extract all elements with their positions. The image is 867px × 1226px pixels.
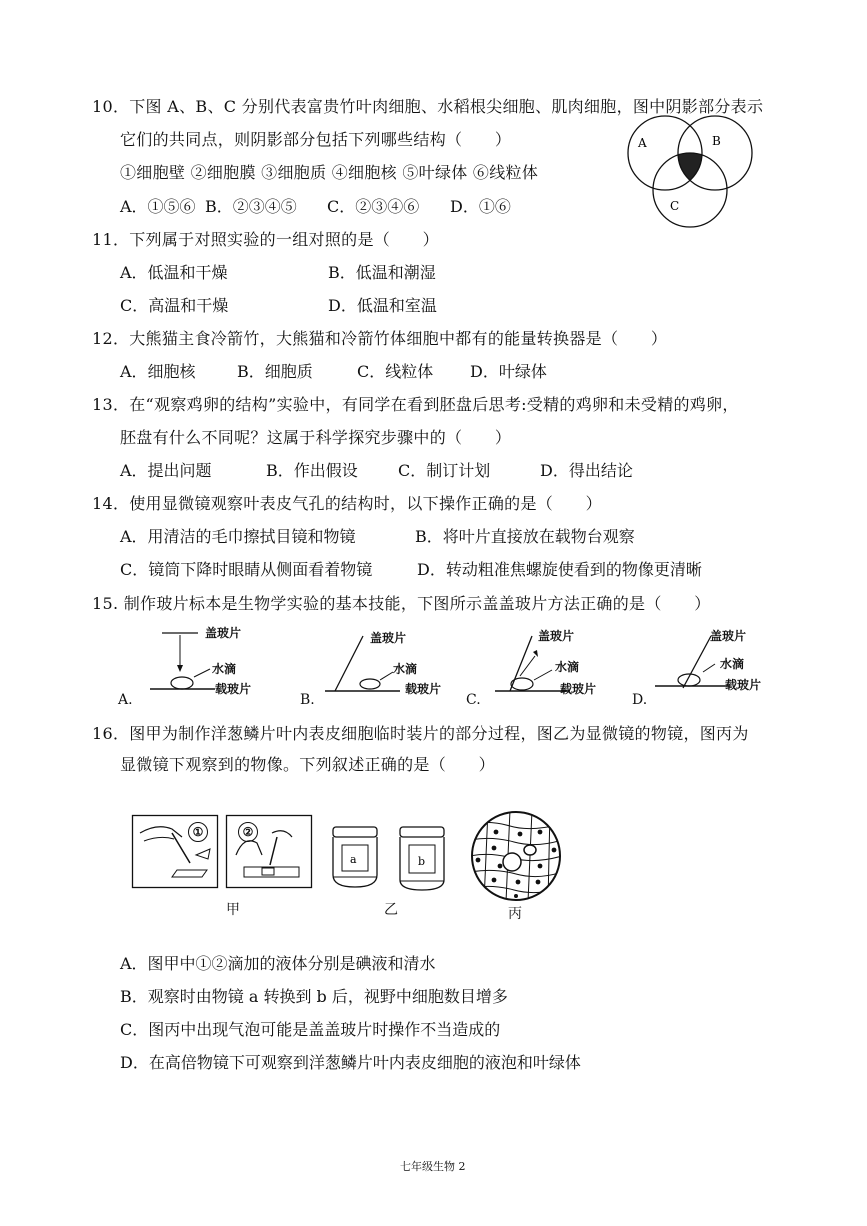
q12-stem: 12．大熊猫主食冷箭竹，大熊猫和冷箭竹体细胞中都有的能量转换器是（ ）: [92, 329, 668, 348]
q11-option-d: D．低温和室温: [328, 296, 437, 315]
figure-jia-slide-preparation: [132, 815, 312, 890]
q14-option-c: C．镜筒下降时眼睛从侧面看着物镜: [120, 560, 373, 579]
q10-stem-line2: 它们的共同点，则阴影部分包括下列哪些结构（ ）: [120, 130, 512, 149]
q15c-label-coverslip: 盖玻片: [538, 629, 575, 643]
q14-option-b: B．将叶片直接放在载物台观察: [415, 527, 635, 546]
q11-option-a: A．低温和干燥: [120, 263, 228, 282]
q10-option-d: D．①⑥: [450, 197, 511, 216]
q16-stem-line1: 16．图甲为制作洋葱鳞片叶内表皮细胞临时装片的部分过程，图乙为显微镜的物镜，图丙为: [92, 724, 749, 743]
step-1-marker: ①: [188, 822, 208, 842]
q16-option-b: B．观察时由物镜 a 转换到 b 后，视野中细胞数目增多: [120, 987, 508, 1006]
q15b-label-slide: 载玻片: [405, 682, 442, 696]
q12-option-c: C．线粒体: [357, 362, 434, 381]
q15a-label-coverslip: 盖玻片: [205, 626, 242, 640]
q15-option-c: C.: [466, 692, 481, 708]
q13-option-b: B．作出假设: [266, 461, 358, 480]
q15-option-b: B.: [300, 692, 315, 708]
q15d-label-coverslip: 盖玻片: [710, 629, 747, 643]
q10-option-a: A．①⑤⑥: [120, 197, 196, 216]
venn-diagram: [610, 115, 770, 235]
q15d-label-slide: 载玻片: [725, 678, 762, 692]
q16-option-c: C．图丙中出现气泡可能是盖盖玻片时操作不当造成的: [120, 1020, 501, 1039]
q14-stem: 14．使用显微镜观察叶表皮气孔的结构时，以下操作正确的是（ ）: [92, 494, 602, 513]
venn-label-b: B: [712, 134, 721, 148]
q15a-label-water: 水滴: [212, 662, 237, 676]
q15-option-d: D.: [632, 692, 648, 708]
q13-stem-line2: 胚盘有什么不同呢？这属于科学探究步骤中的（ ）: [120, 428, 512, 447]
q16-option-d: D．在高倍物镜下可观察到洋葱鳞片叶内表皮细胞的液泡和叶绿体: [120, 1053, 581, 1072]
q15b-label-coverslip: 盖玻片: [370, 631, 407, 645]
q15-option-a: A.: [118, 692, 133, 708]
q15c-label-water: 水滴: [555, 660, 580, 674]
figure-jia-label: 甲: [226, 902, 240, 918]
q10-option-b: B．②③④⑤: [205, 197, 297, 216]
q12-option-a: A．细胞核: [120, 362, 196, 381]
q13-option-d: D．得出结论: [540, 461, 633, 480]
q15a-label-slide: 载玻片: [215, 682, 252, 696]
figure-bing-microscope-view: [470, 810, 562, 902]
q11-stem: 11．下列属于对照实验的一组对照的是（ ）: [92, 230, 439, 249]
q15-stem: 15. 制作玻片标本是生物学实验的基本技能，下图所示盖盖玻片方法正确的是（ ）: [92, 594, 711, 613]
figure-bing-label: 丙: [508, 906, 522, 922]
q15b-label-water: 水滴: [393, 662, 418, 676]
q10-stem-line1: 10．下图 A、B、C 分别代表富贵竹叶肉细胞、水稻根尖细胞、肌肉细胞，图中阴影部分表示: [92, 97, 764, 116]
q16-stem-line2: 显微镜下观察到的物像。下列叙述正确的是（ ）: [120, 755, 495, 774]
step-2-marker: ②: [238, 822, 258, 842]
page-footer: 七年级生物 2: [400, 1160, 466, 1173]
q16-option-a: A．图甲中①②滴加的液体分别是碘液和清水: [120, 954, 436, 973]
q14-option-d: D．转动粗准焦螺旋使看到的物像更清晰: [417, 560, 702, 579]
venn-label-a: A: [638, 136, 647, 150]
q10-structures: ①细胞壁 ②细胞膜 ③细胞质 ④细胞核 ⑤叶绿体 ⑥线粒体: [120, 163, 539, 182]
figure-yi-objective-lenses: [330, 825, 450, 895]
venn-label-c: C: [670, 199, 680, 213]
q10-option-c: C．②③④⑥: [327, 197, 420, 216]
q13-option-c: C．制订计划: [398, 461, 491, 480]
figure-yi-label: 乙: [384, 902, 398, 918]
q12-option-b: B．细胞质: [237, 362, 313, 381]
q11-option-b: B．低温和潮湿: [328, 263, 436, 282]
q11-option-c: C．高温和干燥: [120, 296, 229, 315]
q14-option-a: A．用清洁的毛巾擦拭目镜和物镜: [120, 527, 356, 546]
q12-option-d: D．叶绿体: [470, 362, 547, 381]
q15d-label-water: 水滴: [720, 657, 745, 671]
q13-option-a: A．提出问题: [120, 461, 212, 480]
lens-a-label: a: [350, 853, 357, 866]
q15c-label-slide: 载玻片: [560, 682, 597, 696]
q13-stem-line1: 13．在“观察鸡卵的结构”实验中，有同学在看到胚盘后思考:受精的鸡卵和未受精的鸡卵，: [92, 395, 739, 414]
lens-b-label: b: [418, 855, 426, 868]
